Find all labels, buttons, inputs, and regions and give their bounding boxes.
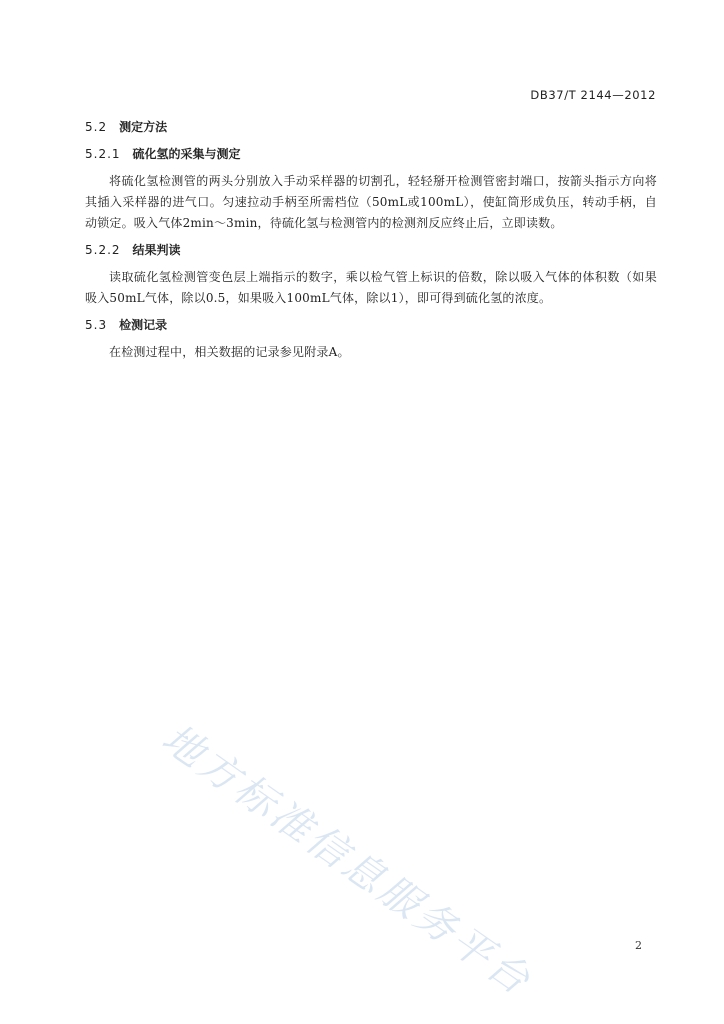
section-heading-5-2	[85, 117, 657, 137]
paragraph-sampling: 将硫化氢检测管的两头分别放入手动采样器的切割孔，轻轻掰开检测管密封端口，按箭头指示方向将其插入采样器的进气口。匀速拉动手柄至所需档位（50mL或100mL），使缸筒形成负压，转动手柄，自动锁定。吸入气体2min～3min，待硫化氢与检测管内的检测剂反应终止后，立即读数。	[85, 174, 657, 230]
watermark-text: 地方标准信息服务平台	[153, 715, 541, 1006]
section-heading-5-2-1	[85, 144, 657, 164]
section-heading-5-2-2	[85, 240, 657, 260]
section-number: 5.2.1	[85, 147, 121, 161]
paragraph-record: 在检测过程中，相关数据的记录参见附录A。	[109, 345, 350, 359]
section-title: 检测记录	[119, 318, 168, 332]
section-number: 5.3	[85, 318, 108, 332]
page-number: 2	[635, 939, 642, 952]
section-number: 5.2.2	[85, 243, 121, 257]
section-number: 5.2	[85, 120, 108, 134]
section-title: 硫化氢的采集与测定	[132, 147, 241, 161]
section-heading-5-3	[85, 315, 657, 335]
document-code: DB37/T 2144—2012	[530, 88, 656, 102]
section-title: 测定方法	[119, 120, 168, 134]
paragraph-reading: 读取硫化氢检测管变色层上端指示的数字，乘以检气管上标识的倍数，除以吸入气体的体积数（如果吸入50mL气体，除以0.5，如果吸入100mL气体，除以1），即可得到硫化氢的浓度。	[85, 270, 657, 305]
section-title: 结果判读	[132, 243, 181, 257]
document-body	[85, 117, 657, 369]
